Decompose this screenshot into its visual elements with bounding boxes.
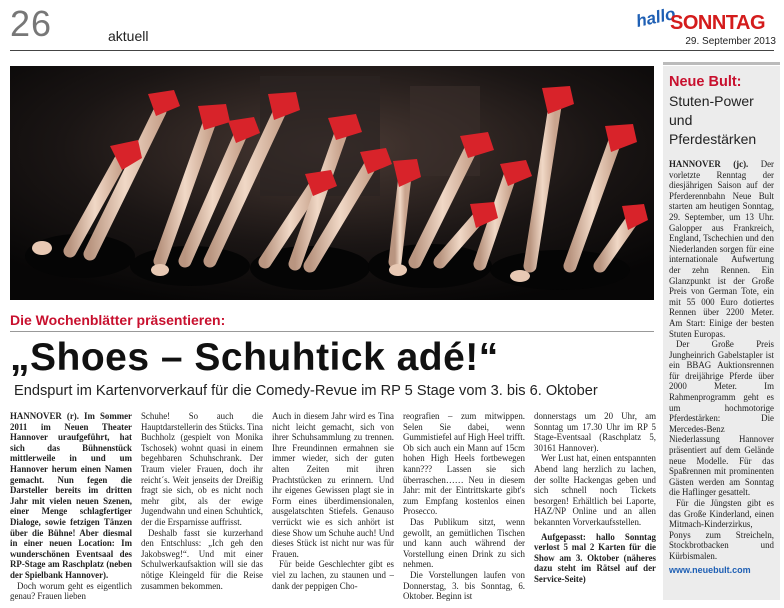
article-headline: „Shoes – Schuhtick adé!“: [10, 336, 499, 379]
article-kicker: Die Wochenblätter präsentieren:: [10, 312, 226, 328]
paragraph: [669, 159, 774, 339]
sidebar-kicker: Neue Bult:: [669, 74, 742, 90]
sidebar-website-link[interactable]: www.neuebult.com: [669, 564, 751, 575]
sidebar-box: [663, 66, 780, 600]
logo-hallo-text: hallo: [634, 4, 678, 31]
paragraph-text: Der vorletzte Renntag der diesjährigen Saison auf der Pferderennbahn Neue Bult starten am heutigen Sonntag, 29. September, um 13 Uhr. Galopper aus Frankreich, England, Tschechien und den Niederlanden sorgen für eine internationale Aufwertung der zehn Rennen. Ein Glanzpunkt ist der Große Preis von German Tote, ein mit 55 000 Euro dotiertes Rennen über 2200 Meter. Am Start: Einige der besten Stuten Europas.: [669, 159, 774, 339]
page-number: 26: [10, 3, 53, 44]
sidebar-body: [669, 159, 774, 562]
paragraph: Doch worum geht es eigentlich genau? Frauen lieben: [10, 580, 132, 602]
sidebar-title: Stuten-Power und Pferdestärken: [669, 93, 757, 147]
dateline: HANNOVER (jc).: [669, 159, 749, 169]
paragraph: donnerstags um 20 Uhr, am Sonntag um 17.30 Uhr im RP 5 Stage-Eventsaal (Raschplatz 5, 30161 Hannover).: [534, 411, 656, 453]
paragraph: Deshalb fasst sie kurzerhand den Entschluss: „Ich geh den Jakobsweg!“. Und mit einer Schulwerkaufsaktion will sie das nötige Kleingeld für die Reise zusammen bekommen.: [141, 527, 263, 591]
article-subhead: Endspurt im Kartenvorverkauf für die Comedy-Revue im RP 5 Stage vom 3. bis 6. Oktober: [14, 383, 598, 399]
paragraph: Für beide Geschlechter gibt es viel zu lachen, zu staunen und – dank der peppigen Cho-: [272, 559, 394, 591]
article-column-4: [403, 411, 525, 602]
hallo-sonntag-logo: [636, 6, 776, 48]
issue-date: 29. September 2013: [685, 36, 776, 47]
paragraph: Für die Jüngsten gibt es das Große Kinderland, einen Mitmach-Kinderzirkus, Ponys zum Streicheln, Stockbrotbacken und Kürbismalen.: [669, 498, 774, 561]
paragraph: Die Vorstellungen laufen von Donnerstag, 3. bis Sonntag, 6. Oktober. Beginn ist: [403, 569, 525, 602]
paragraph: Schuhe! So auch die Hauptdarstellerin des Stücks. Tina Buchholz (gespielt von Monika Tschosek) wohnt quasi in einem begehbaren Schuhschrank. Der Traum vieler Frauen, doch ihr reicht´s. Weit jenseits der Dreißig fragt sie sich, ob es nicht noch mehr gibt, als der ewige Jugendwahn und einen Schuhtick, der die Ersparnisse auffrisst.: [141, 411, 263, 527]
sidebar-top-rule: [663, 62, 780, 65]
ticket-giveaway-note: Aufgepasst: hallo Sonntag verlost 5 mal 2 Karten für die Show am 3. Oktober (näheres dazu steht im Rätsel auf der Service-Seite): [534, 531, 656, 584]
paragraph: Das Publikum sitzt, wenn gewollt, an gemütlichen Tischen und kann auch während der Vorstellung einen Drink zu sich nehmen.: [403, 516, 525, 570]
paragraph: reografien – zum mitwippen. Selen Sie dabei, wenn Gummistiefel auf High Heel trifft. Ob sich auch ein Mann auf 15cm hohen High Heels fortbewegen kann??? Lassen sie sich überraschen…… Neu in diesem Jahr: mit der Eintrittskarte gibt's zum Empfang kostenlos einen Prosecco.: [403, 411, 525, 517]
kicker-divider: [10, 331, 654, 332]
article-column-1: [10, 411, 132, 602]
paragraph: Auch in diesem Jahr wird es Tina nicht leicht gemacht, sich von ihrer Schuhsammlung zu trennen. Ihre Freundinnen ermahnen sie immer wieder, sich der guten alten Zeiten mit ihren Prachtstücken zu erinnern. Und ihr eigenes Gewissen plagt sie in Form eines überdimensionalen, ausgelatschten Stiefels. Genauso verrückt wie es sich anhört ist diese Show um Schuhe auch! Und dieses Stück ist nicht nur was für Frauen.: [272, 411, 395, 559]
article-column-2: [141, 411, 263, 591]
paragraph: Wer Lust hat, einen entspannten Abend lang herzlich zu lachen, der sollte Hackengas geben und sich schnell noch Tickets besorgen! Erhältlich bei Laporte, HAZ/NP Online und an allen bekannten Vorverkaufsstellen.: [534, 453, 656, 527]
paragraph: HANNOVER (r). Im Sommer 2011 im Neuen Theater Hannover uraufgeführt, hat sich das Bühnenstück mittlerweile in und um Hannover herum einen Namen gemacht. Nun fegen die Darsteller bereits im dritten Jahr mit vielen neuen Szenen, einer Menge schlagfertiger Dialoge, sowie fetzigen Tänzen über die Bühne! Aber diesmal in einer neuen Location: Im wunderschönen Eventsaal des RP-Stage am Raschplatz (neben der Spielbank Hannover).: [10, 411, 132, 580]
header-divider: [10, 50, 774, 51]
logo-sonntag-text: SONNTAG: [670, 12, 766, 34]
article-column-3: [272, 411, 394, 591]
dancers-legs-illustration: [10, 66, 654, 300]
paragraph: Der Große Preis Jungheinrich Gabelstapler ist ein BBAG Auktionsrennen für dreijährige Pferde über 2000 Meter. Im Rahmenprogramm geht es um hochmotorige Pferdestärken: Die Mercedes-Benz Niederlassung Hannover präsentiert auf dem Gelände neue Modelle. Für das Spaßrennen mit prominenten Gästen werden am Sonntag die Haflinger gesattelt.: [669, 339, 774, 498]
article-column-5: [534, 411, 656, 585]
article-photo: [10, 66, 654, 300]
section-label: aktuell: [108, 28, 149, 44]
